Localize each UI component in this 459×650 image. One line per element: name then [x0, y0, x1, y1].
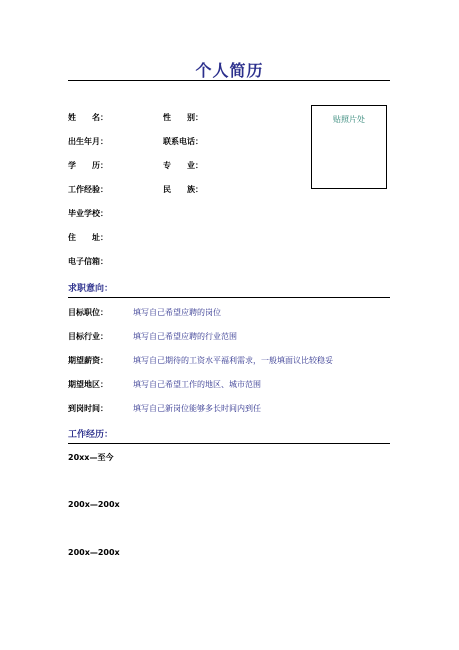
- objective-value-region: 填写自己希望工作的地区、城市范围: [133, 380, 261, 389]
- objective-label-salary: 期望薪资：: [68, 356, 108, 365]
- gender-label: 性 别：: [163, 113, 203, 122]
- address-label: 住 址：: [68, 233, 108, 242]
- objective-value-industry: 填写自己希望应聘的行业范围: [133, 332, 237, 341]
- work-experience-section-title: 工作经历：: [68, 430, 114, 440]
- objective-value-salary: 填写自己期待的工资水平福利需求，一般填面议比较稳妥: [133, 356, 333, 365]
- objective-label-industry: 目标行业：: [68, 332, 108, 341]
- objective-label-position: 目标职位：: [68, 308, 108, 317]
- objective-label-region: 期望地区：: [68, 380, 108, 389]
- photo-box: [311, 105, 387, 189]
- objective-value-start-time: 填写自己新岗位能够多长时间内到任: [133, 404, 261, 413]
- school-label: 毕业学校：: [68, 209, 108, 218]
- work-period-2: 200x—200x: [68, 500, 120, 509]
- objective-section-title: 求职意向：: [68, 284, 114, 294]
- education-label: 学 历：: [68, 161, 108, 170]
- work-experience-divider: [68, 443, 390, 444]
- resume-title: 个人简历: [195, 61, 264, 80]
- work-experience-years-label: 工作经验：: [68, 185, 108, 194]
- phone-label: 联系电话：: [163, 137, 203, 146]
- work-period-3: 200x—200x: [68, 548, 120, 557]
- birth-date-label: 出生年月：: [68, 137, 108, 146]
- objective-divider: [68, 297, 390, 298]
- ethnicity-label: 民 族：: [163, 185, 203, 194]
- name-label: 姓 名：: [68, 113, 108, 122]
- objective-label-start-time: 到岗时间：: [68, 404, 108, 413]
- major-label: 专 业：: [163, 161, 203, 170]
- title-divider: [68, 80, 390, 81]
- objective-value-position: 填写自己希望应聘的岗位: [133, 308, 221, 317]
- work-period-1: 20xx—至今: [68, 453, 114, 462]
- email-label: 电子信箱：: [68, 257, 108, 266]
- photo-placeholder-text: 贴照片处: [333, 115, 365, 124]
